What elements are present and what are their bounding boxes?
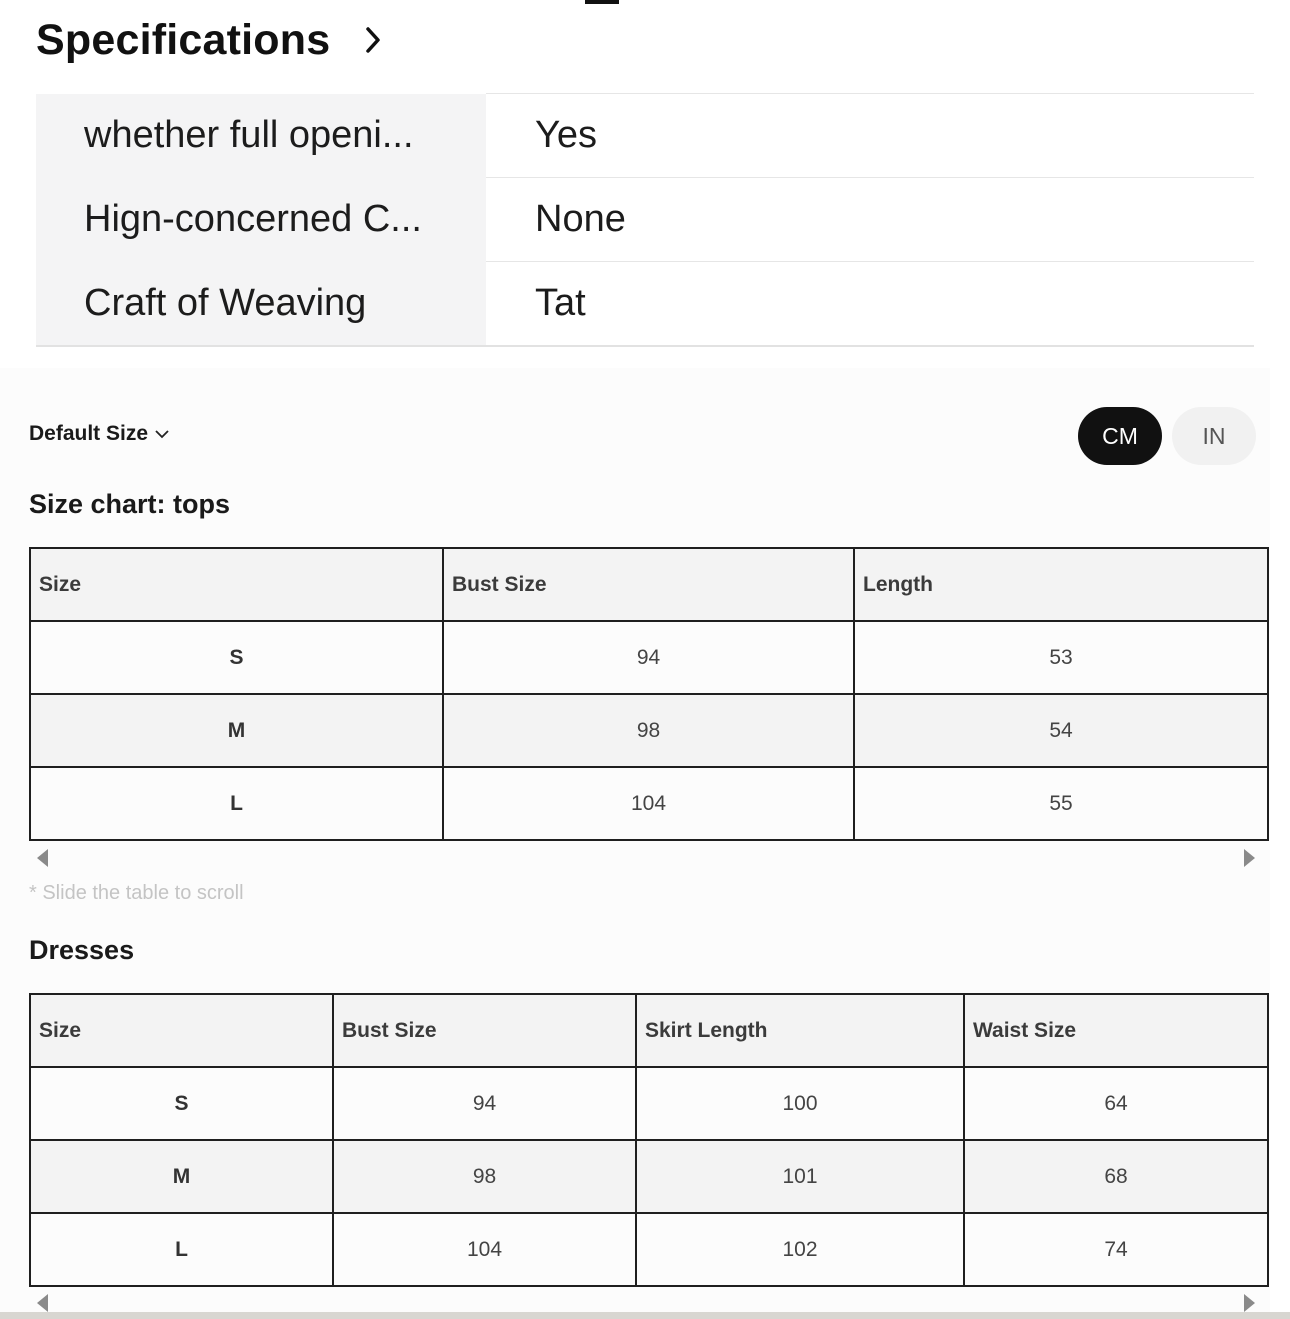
size-cell: M	[30, 1140, 333, 1213]
table-cell: 98	[333, 1140, 636, 1213]
table-row	[30, 767, 1268, 840]
size-cell: L	[30, 767, 443, 840]
tops-size-table[interactable]	[29, 547, 1269, 841]
table-cell: 98	[443, 694, 854, 767]
spec-key: Hign-concerned C...	[36, 178, 486, 262]
dresses-chart-title: Dresses	[29, 935, 135, 965]
spec-row	[36, 94, 1254, 178]
chevron-down-icon	[154, 429, 170, 439]
table-cell: 94	[443, 621, 854, 694]
caret-right-icon[interactable]	[1244, 849, 1255, 867]
image-edge-strip	[0, 1312, 1290, 1319]
table-row	[30, 694, 1268, 767]
spec-key: whether full openi...	[36, 94, 486, 178]
size-cell: S	[30, 621, 443, 694]
table-header-row	[30, 548, 1268, 621]
specifications-title: Specifications	[36, 15, 331, 64]
table-cell: 53	[854, 621, 1268, 694]
tops-chart-title: Size chart: tops	[29, 489, 231, 519]
column-header: Bust Size	[443, 548, 854, 621]
spec-row	[36, 178, 1254, 262]
column-header: Bust Size	[333, 994, 636, 1067]
table-header-row	[30, 994, 1268, 1067]
table-cell: 54	[854, 694, 1268, 767]
table-row	[30, 1067, 1268, 1140]
spec-key: Craft of Weaving	[36, 262, 486, 347]
table-cell: 94	[333, 1067, 636, 1140]
chevron-right-icon[interactable]	[358, 25, 388, 55]
caret-left-icon[interactable]	[37, 849, 48, 867]
table-row	[30, 1213, 1268, 1286]
column-header: Length	[854, 548, 1268, 621]
table-cell: 100	[636, 1067, 964, 1140]
table-cell: 104	[333, 1213, 636, 1286]
caret-right-icon[interactable]	[1244, 1294, 1255, 1312]
unit-toggle-cm[interactable]: CM	[1078, 407, 1162, 465]
specifications-header[interactable]	[36, 14, 388, 66]
default-size-label: Default Size	[29, 422, 149, 445]
table-row	[30, 1140, 1268, 1213]
column-header: Size	[30, 548, 443, 621]
caret-left-icon[interactable]	[37, 1294, 48, 1312]
column-header: Size	[30, 994, 333, 1067]
table-cell: 68	[964, 1140, 1268, 1213]
table-cell: 64	[964, 1067, 1268, 1140]
unit-toggle-in[interactable]: IN	[1172, 407, 1256, 465]
table-cell: 55	[854, 767, 1268, 840]
spec-value: None	[486, 178, 1254, 262]
spec-value: Yes	[486, 94, 1254, 178]
spec-row	[36, 262, 1254, 347]
dresses-size-table[interactable]	[29, 993, 1269, 1287]
scroll-hint: * Slide the table to scroll	[29, 882, 244, 904]
table-cell: 102	[636, 1213, 964, 1286]
column-header: Skirt Length	[636, 994, 964, 1067]
spec-value: Tat	[486, 262, 1254, 347]
top-edge-mark	[585, 0, 619, 4]
table-cell: 101	[636, 1140, 964, 1213]
size-cell: M	[30, 694, 443, 767]
column-header: Waist Size	[964, 994, 1268, 1067]
size-cell: S	[30, 1067, 333, 1140]
default-size-dropdown[interactable]	[29, 422, 170, 446]
table-cell: 74	[964, 1213, 1268, 1286]
specifications-table	[36, 93, 1254, 347]
table-cell: 104	[443, 767, 854, 840]
table-row	[30, 621, 1268, 694]
size-cell: L	[30, 1213, 333, 1286]
